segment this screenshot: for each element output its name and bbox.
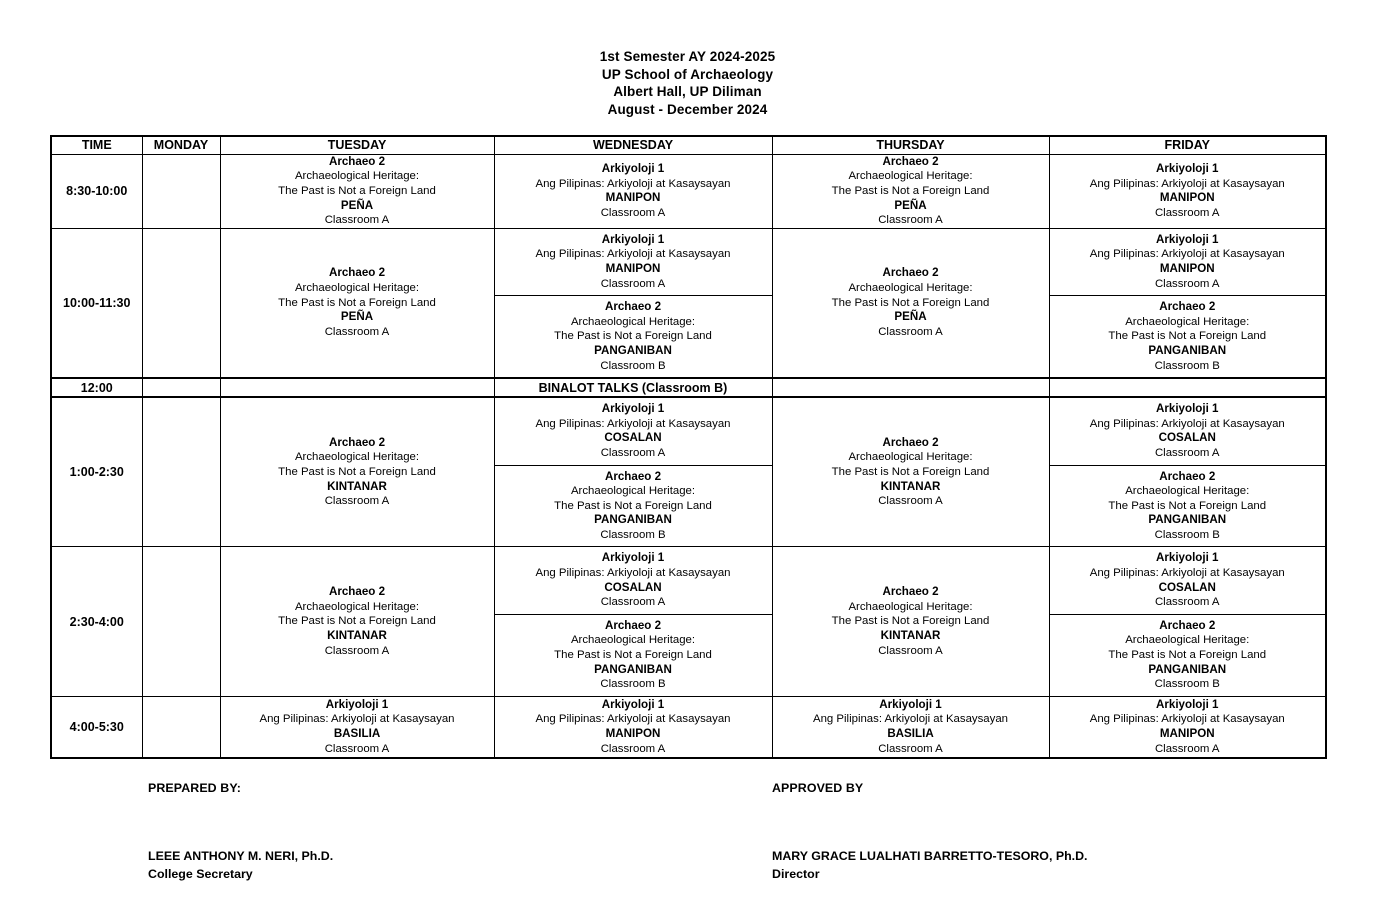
approved-by-column [772, 781, 1088, 881]
time-slot-label: 8:30-10:00 [51, 154, 142, 228]
time-slot-label: 1:00-2:30 [51, 397, 142, 547]
class-professor: BASILIA [333, 727, 381, 741]
class-code: Archaeo 2 [1159, 618, 1216, 632]
class-title-line-1: Archaeological Heritage: [570, 634, 696, 647]
class-professor: PEÑA [340, 198, 374, 212]
schedule-cell-thursday[interactable] [772, 228, 1049, 378]
class-room: Classroom A [1154, 446, 1220, 459]
class-title-line-1: Archaeological Heritage: [1125, 315, 1250, 328]
class-title-line-2: The Past is Not a Foreign Land [831, 615, 990, 628]
prepared-by-column [148, 781, 333, 881]
class-title-line-1: Archaeological Heritage: [570, 315, 696, 328]
table-row [51, 228, 1326, 378]
header-line-venue: Albert Hall, UP Diliman [613, 84, 762, 100]
schedule-cell-tuesday[interactable] [220, 228, 494, 378]
time-slot-label: 4:00-5:30 [51, 696, 142, 758]
class-title-line-1: Archaeological Heritage: [1125, 485, 1250, 498]
class-code: Arkiyoloji 1 [1156, 551, 1219, 565]
class-room: Classroom A [600, 596, 666, 609]
class-professor: MANIPON [1159, 261, 1215, 275]
schedule-cell-thursday[interactable] [772, 547, 1049, 696]
split-cell-row [1050, 398, 1326, 465]
schedule-cell-wednesday[interactable] [494, 154, 772, 228]
class-title-line-1: Archaeological Heritage: [294, 451, 420, 464]
class-room: Classroom B [1154, 678, 1220, 691]
split-cell-row [495, 398, 772, 465]
schedule-cell-tuesday[interactable] [220, 547, 494, 696]
class-professor: PANGANIBAN [1148, 513, 1227, 527]
split-cell-table [1050, 229, 1326, 377]
class-room: Classroom B [600, 359, 666, 372]
class-code: Archaeo 2 [328, 154, 386, 168]
class-code: Arkiyoloji 1 [601, 697, 665, 711]
lunch-time-label: 12:00 [51, 378, 142, 397]
lunch-cell-monday [142, 378, 220, 397]
class-code: Archaeo 2 [328, 585, 386, 599]
class-code: Archaeo 2 [1159, 469, 1216, 483]
schedule-cell-monday[interactable] [142, 696, 220, 758]
class-title-line-1: Ang Pilipinas: Arkiyoloji at Kasaysayan [259, 713, 455, 726]
class-entry[interactable] [221, 698, 494, 756]
class-title-line-1: Archaeological Heritage: [570, 485, 696, 498]
class-room: Classroom A [1154, 277, 1220, 290]
class-entry[interactable] [495, 398, 772, 465]
schedule-cell-tuesday[interactable] [220, 696, 494, 758]
schedule-cell-monday[interactable] [142, 397, 220, 547]
class-title-line-1: Ang Pilipinas: Arkiyoloji at Kasaysayan [1089, 713, 1285, 726]
class-title-line-1: Archaeological Heritage: [294, 282, 420, 295]
schedule-table [50, 135, 1327, 760]
class-room: Classroom A [878, 325, 943, 338]
approved-by-role: Director [772, 867, 820, 882]
column-header-monday: MONDAY [142, 136, 220, 155]
class-professor: KINTANAR [327, 628, 387, 642]
class-code: Arkiyoloji 1 [601, 232, 665, 246]
class-entry[interactable] [495, 162, 772, 220]
schedule-cell-monday[interactable] [142, 547, 220, 696]
class-room: Classroom A [324, 644, 390, 657]
schedule-table-container [50, 135, 1325, 760]
prepared-by-name: LEEE ANTHONY M. NERI, Ph.D. [148, 849, 334, 864]
column-header-wednesday: WEDNESDAY [494, 136, 772, 155]
signature-block [0, 781, 1375, 901]
schedule-cell-thursday[interactable] [772, 397, 1049, 547]
split-cell-table [1050, 398, 1326, 546]
schedule-cell-monday[interactable] [142, 154, 220, 228]
class-professor: PEÑA [894, 198, 927, 212]
class-room: Classroom A [324, 742, 390, 755]
class-room: Classroom B [600, 528, 666, 541]
class-professor: BASILIA [887, 727, 934, 741]
class-title-line-2: The Past is Not a Foreign Land [278, 185, 436, 197]
lunch-row [51, 378, 1326, 397]
class-professor: COSALAN [604, 431, 662, 445]
class-room: Classroom A [1154, 742, 1220, 755]
table-row [51, 154, 1326, 228]
class-code: Arkiyoloji 1 [325, 697, 389, 711]
class-title-line-1: Archaeological Heritage: [848, 451, 973, 464]
header-line-dates: August - December 2024 [607, 102, 768, 118]
lunch-cell-thursday [772, 378, 1049, 397]
class-room: Classroom A [878, 742, 943, 755]
approved-by-heading: APPROVED BY [772, 781, 864, 796]
class-title-line-1: Archaeological Heritage: [848, 282, 973, 295]
schedule-cell-tuesday[interactable] [220, 154, 494, 228]
class-room: Classroom A [324, 325, 390, 338]
class-room: Classroom B [1154, 528, 1220, 541]
schedule-cell-friday[interactable] [1049, 397, 1326, 547]
class-professor: MANIPON [605, 727, 661, 741]
schedule-cell-wednesday[interactable] [494, 547, 772, 696]
split-cell-table [495, 229, 772, 377]
class-code: Archaeo 2 [328, 435, 386, 449]
class-code: Arkiyoloji 1 [601, 551, 665, 565]
class-code: Archaeo 2 [1159, 300, 1216, 314]
class-title-line-2: The Past is Not a Foreign Land [831, 296, 990, 309]
class-room: Classroom A [1154, 206, 1220, 219]
class-entry[interactable] [773, 698, 1049, 756]
class-code: Arkiyoloji 1 [601, 162, 665, 176]
class-title-line-2: The Past is Not a Foreign Land [554, 330, 712, 343]
split-cell-row [495, 547, 772, 614]
class-title-line-1: Ang Pilipinas: Arkiyoloji at Kasaysayan [535, 417, 731, 430]
column-header-time: TIME [51, 136, 142, 155]
class-title-line-2: The Past is Not a Foreign Land [831, 466, 990, 478]
class-room: Classroom A [878, 644, 943, 657]
class-title-line-2: The Past is Not a Foreign Land [278, 466, 436, 478]
class-title-line-2: The Past is Not a Foreign Land [554, 649, 712, 662]
class-entry[interactable] [495, 465, 772, 546]
class-code: Arkiyoloji 1 [1156, 162, 1219, 176]
column-header-tuesday: TUESDAY [220, 136, 494, 155]
class-room: Classroom A [1154, 596, 1220, 609]
class-title-line-1: Ang Pilipinas: Arkiyoloji at Kasaysayan [1089, 567, 1285, 580]
column-header-friday: FRIDAY [1049, 136, 1326, 155]
schedule-table-head [51, 136, 1326, 155]
class-entry[interactable] [773, 436, 1049, 509]
class-title-line-2: The Past is Not a Foreign Land [278, 615, 436, 628]
class-professor: PANGANIBAN [1148, 662, 1227, 676]
schedule-cell-monday[interactable] [142, 228, 220, 378]
class-entry[interactable] [1050, 398, 1326, 465]
class-title-line-2: The Past is Not a Foreign Land [554, 499, 712, 512]
class-entry[interactable] [1050, 296, 1326, 377]
class-title-line-1: Ang Pilipinas: Arkiyoloji at Kasaysayan [1089, 417, 1285, 430]
class-code: Arkiyoloji 1 [1156, 697, 1219, 711]
class-professor: PEÑA [894, 310, 927, 324]
schedule-cell-thursday[interactable] [772, 154, 1049, 228]
split-cell-row [495, 296, 772, 377]
class-code: Arkiyoloji 1 [1156, 402, 1219, 416]
split-cell-row [1050, 296, 1326, 377]
approved-by-name: MARY GRACE LUALHATI BARRETTO-TESORO, Ph.D. [772, 849, 1088, 864]
split-cell-table [495, 398, 772, 546]
split-cell-row [495, 465, 772, 546]
schedule-cell-thursday[interactable] [772, 696, 1049, 758]
prepared-by-heading: PREPARED BY: [148, 781, 241, 796]
class-entry[interactable] [1050, 162, 1326, 220]
class-title-line-1: Archaeological Heritage: [848, 170, 973, 183]
class-code: Archaeo 2 [882, 585, 939, 599]
split-cell-table [495, 547, 772, 695]
class-title-line-2: The Past is Not a Foreign Land [278, 296, 436, 309]
header-line-school: UP School of Archaeology [601, 66, 774, 82]
schedule-cell-wednesday[interactable] [494, 397, 772, 547]
prepared-by-role: College Secretary [148, 867, 253, 882]
class-code: Archaeo 2 [882, 154, 939, 168]
class-professor: KINTANAR [327, 479, 387, 493]
class-code: Archaeo 2 [882, 435, 939, 449]
class-code: Archaeo 2 [882, 266, 939, 280]
class-professor: MANIPON [1159, 191, 1215, 205]
class-title-line-1: Archaeological Heritage: [848, 600, 973, 613]
time-slot-label: 2:30-4:00 [51, 547, 142, 696]
class-entry[interactable] [221, 436, 494, 509]
class-entry[interactable] [495, 614, 772, 695]
schedule-cell-tuesday[interactable] [220, 397, 494, 547]
document-header [0, 0, 1375, 119]
split-cell-row [1050, 465, 1326, 546]
class-entry[interactable] [1050, 547, 1326, 614]
class-title-line-1: Ang Pilipinas: Arkiyoloji at Kasaysayan [535, 248, 731, 261]
class-code: Arkiyoloji 1 [601, 402, 665, 416]
class-room: Classroom A [600, 446, 666, 459]
class-title-line-1: Archaeological Heritage: [294, 170, 420, 183]
class-entry[interactable] [773, 266, 1049, 339]
class-room: Classroom A [324, 214, 390, 227]
class-title-line-1: Ang Pilipinas: Arkiyoloji at Kasaysayan [535, 713, 731, 726]
class-room: Classroom A [600, 742, 666, 755]
class-room: Classroom A [324, 495, 390, 508]
class-code: Archaeo 2 [604, 618, 662, 632]
column-header-thursday: THURSDAY [772, 136, 1049, 155]
class-title-line-1: Archaeological Heritage: [1125, 634, 1250, 647]
class-entry[interactable] [1050, 698, 1326, 756]
schedule-cell-wednesday[interactable] [494, 228, 772, 378]
class-entry[interactable] [1050, 614, 1326, 695]
class-entry[interactable] [773, 585, 1049, 658]
class-professor: KINTANAR [880, 628, 941, 642]
split-cell-row [1050, 547, 1326, 614]
class-entry[interactable] [495, 547, 772, 614]
schedule-cell-friday[interactable] [1049, 154, 1326, 228]
class-title-line-1: Archaeological Heritage: [294, 600, 420, 613]
schedule-cell-friday[interactable] [1049, 547, 1326, 696]
schedule-cell-wednesday[interactable] [494, 696, 772, 758]
table-header-row [51, 136, 1326, 155]
class-professor: PANGANIBAN [594, 343, 672, 357]
lunch-cell-tuesday [220, 378, 494, 397]
class-room: Classroom B [600, 678, 666, 691]
class-professor: MANIPON [605, 261, 661, 275]
class-title-line-1: Ang Pilipinas: Arkiyoloji at Kasaysayan [812, 713, 1008, 726]
class-title-line-2: The Past is Not a Foreign Land [1108, 499, 1267, 512]
class-professor: COSALAN [604, 580, 662, 594]
class-code: Archaeo 2 [604, 469, 662, 483]
binalot-talks-label[interactable]: BINALOT TALKS (Classroom B) [494, 378, 772, 397]
lunch-cell-friday [1049, 378, 1326, 397]
class-code: Arkiyoloji 1 [1156, 232, 1219, 246]
class-title-line-2: The Past is Not a Foreign Land [831, 185, 990, 197]
table-row [51, 547, 1326, 696]
table-row [51, 696, 1326, 758]
schedule-cell-friday[interactable] [1049, 228, 1326, 378]
class-title-line-2: The Past is Not a Foreign Land [1108, 330, 1267, 343]
class-code: Archaeo 2 [328, 266, 386, 280]
class-title-line-2: The Past is Not a Foreign Land [1108, 649, 1267, 662]
class-entry[interactable] [495, 698, 772, 756]
class-professor: COSALAN [1158, 431, 1216, 445]
class-professor: MANIPON [605, 191, 661, 205]
class-entry[interactable] [1050, 229, 1326, 296]
split-cell-row [495, 614, 772, 695]
class-entry[interactable] [221, 155, 494, 228]
class-entry[interactable] [221, 266, 494, 339]
class-title-line-1: Ang Pilipinas: Arkiyoloji at Kasaysayan [535, 177, 731, 190]
class-professor: PANGANIBAN [594, 662, 672, 676]
class-room: Classroom A [878, 495, 943, 508]
class-room: Classroom A [600, 277, 666, 290]
class-professor: PEÑA [340, 310, 374, 324]
split-cell-row [495, 229, 772, 296]
class-room: Classroom B [1154, 359, 1220, 372]
class-code: Archaeo 2 [604, 300, 662, 314]
class-entry[interactable] [1050, 465, 1326, 546]
schedule-cell-friday[interactable] [1049, 696, 1326, 758]
class-title-line-1: Ang Pilipinas: Arkiyoloji at Kasaysayan [535, 567, 731, 580]
class-entry[interactable] [495, 229, 772, 296]
class-code: Arkiyoloji 1 [879, 697, 942, 711]
class-room: Classroom A [878, 214, 943, 227]
header-line-semester: 1st Semester AY 2024-2025 [599, 49, 776, 64]
split-cell-table [1050, 547, 1326, 695]
class-professor: MANIPON [1159, 727, 1215, 741]
table-row [51, 397, 1326, 547]
schedule-table-body [51, 154, 1326, 758]
split-cell-row [1050, 229, 1326, 296]
time-slot-label: 10:00-11:30 [51, 228, 142, 378]
split-cell-row [1050, 614, 1326, 695]
class-professor: KINTANAR [880, 479, 941, 493]
class-room: Classroom A [600, 206, 666, 219]
class-title-line-1: Ang Pilipinas: Arkiyoloji at Kasaysayan [1089, 177, 1285, 190]
class-professor: COSALAN [1158, 580, 1216, 594]
class-entry[interactable] [773, 155, 1049, 228]
class-title-line-1: Ang Pilipinas: Arkiyoloji at Kasaysayan [1089, 248, 1285, 261]
class-entry[interactable] [221, 585, 494, 658]
class-entry[interactable] [495, 296, 772, 377]
class-professor: PANGANIBAN [1148, 343, 1227, 357]
class-professor: PANGANIBAN [594, 513, 672, 527]
